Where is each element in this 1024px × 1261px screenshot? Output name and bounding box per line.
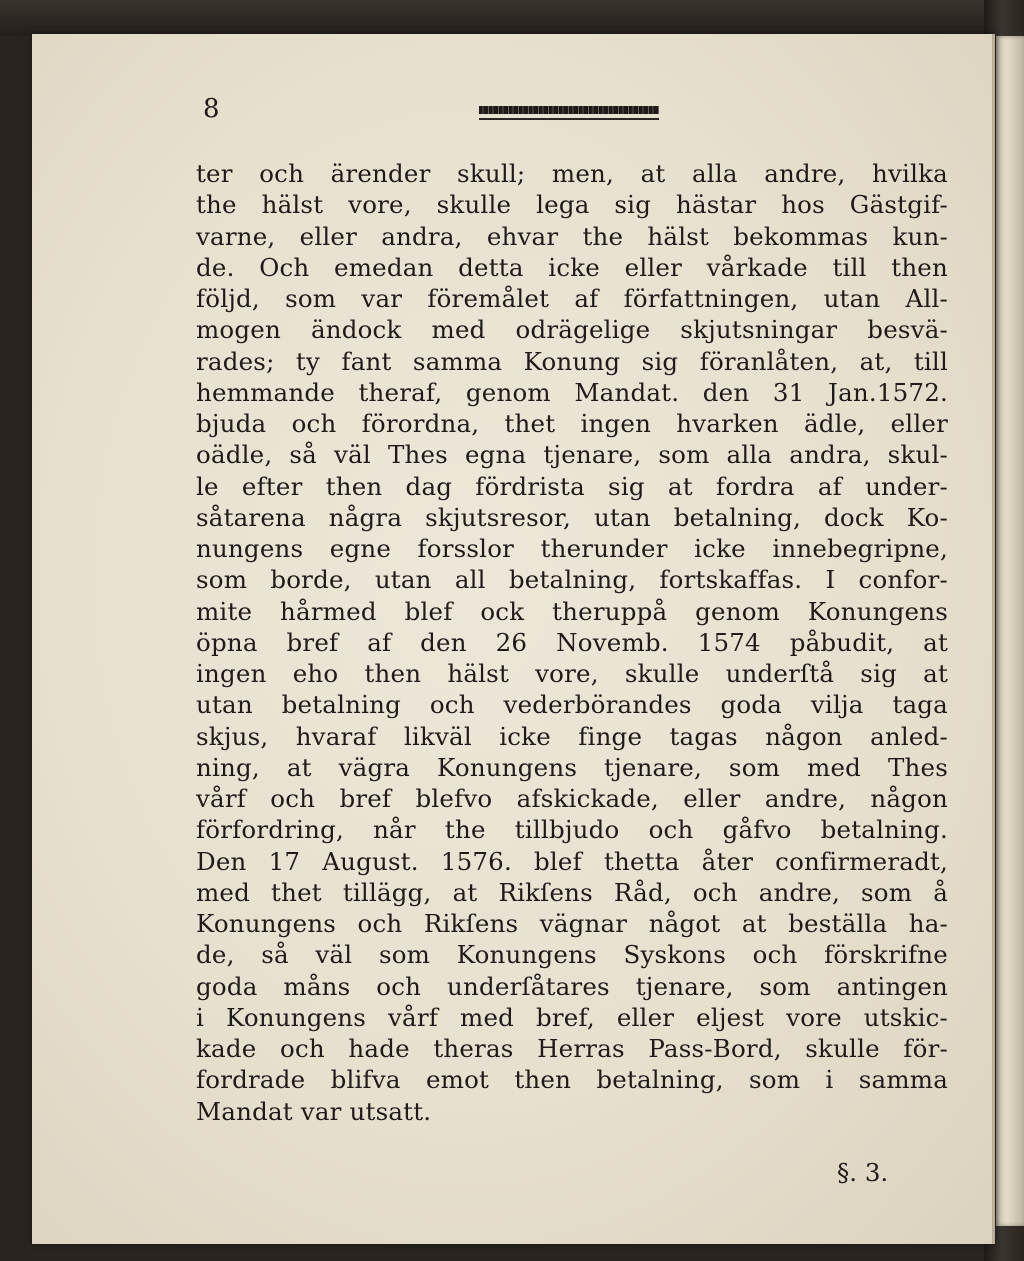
next-section-marker: §. 3. — [837, 1158, 889, 1187]
facing-page-edge — [996, 36, 1024, 1226]
text-line: som borde, utan all betalning, fortskaffas. I confor- — [196, 565, 948, 595]
text-line: fordrade blifva emot then betalning, som i samma — [196, 1065, 948, 1095]
page-number: 8 — [203, 94, 220, 124]
text-line: de. Och emedan detta icke eller vårkade till then — [196, 252, 948, 282]
scan-background-top — [0, 0, 1024, 36]
text-line: ingen eho then hälst vore, skulle underſtå sig at — [196, 659, 948, 688]
text-line: följd, som var föremålet af författningen, utan All- — [196, 284, 948, 313]
text-line: såtarena några skjutsresor, utan betalning, dock Ko- — [196, 502, 948, 532]
text-line: Mandat var utsatt. — [196, 1096, 432, 1126]
text-line: utan betalning och vederbörandes goda vilja taga — [196, 690, 948, 720]
text-line: oädle, så väl Thes egna tjenare, som alla andra, skul- — [196, 440, 948, 470]
text-line: kade och hade theras Herras Pass-Bord, skulle för- — [196, 1034, 948, 1063]
body-text — [196, 158, 948, 1127]
ornament-band — [479, 106, 659, 114]
text-line: de, så väl som Konungens Syskons och förskrifne — [196, 940, 948, 970]
text-line: goda måns och underſåtares tjenare, som antingen — [196, 971, 948, 1001]
text-line: hemmande theraf, genom Mandat. den 31 Jan.1572. — [196, 377, 948, 407]
text-line: the hälst vore, skulle lega sig hästar hos Gästgif- — [196, 190, 948, 220]
text-line: ning, at vägra Konungens tjenare, som med Thes — [196, 752, 948, 782]
text-line: le efter then dag fördrista sig at fordra af under- — [196, 471, 948, 501]
ornament-rule — [479, 118, 659, 120]
text-line: mogen ändock med odrägelige skjutsningar besvä- — [196, 315, 948, 345]
text-line: Konungens och Rikſens vägnar något at beställa ha- — [196, 909, 948, 938]
text-line: varne, eller andra, ehvar the hälst bekommas kun- — [196, 221, 948, 251]
text-line: förfordring, når the tillbjudo och gåfvo betalning. — [196, 815, 948, 845]
text-line: nungens egne forsslor therunder icke innebegripne, — [196, 534, 948, 563]
text-line: med thet tillägg, at Rikſens Råd, och andre, som å — [196, 877, 948, 907]
header-ornament — [479, 106, 659, 120]
text-line: bjuda och förordna, thet ingen hvarken ädle, eller — [196, 409, 948, 438]
text-line: öpna bref af den 26 Novemb. 1574 påbudit, at — [196, 627, 948, 657]
text-line: mite hårmed blef ock theruppå genom Konungens — [196, 596, 948, 626]
text-line: skjus, hvaraf likväl icke finge tagas någon anled- — [196, 721, 948, 751]
text-line: i Konungens vårf med bref, eller eljest vore utskic- — [196, 1002, 948, 1032]
text-line: Den 17 August. 1576. blef thetta åter confirmeradt, — [196, 846, 948, 876]
book-page — [32, 34, 995, 1244]
text-line: rades; ty fant samma Konung sig föranlåten, at, till — [196, 346, 948, 376]
text-line: ter och ärender skull; men, at alla andre, hvilka — [196, 159, 948, 188]
text-line: vårf och bref blefvo afskickade, eller andre, någon — [196, 784, 948, 813]
